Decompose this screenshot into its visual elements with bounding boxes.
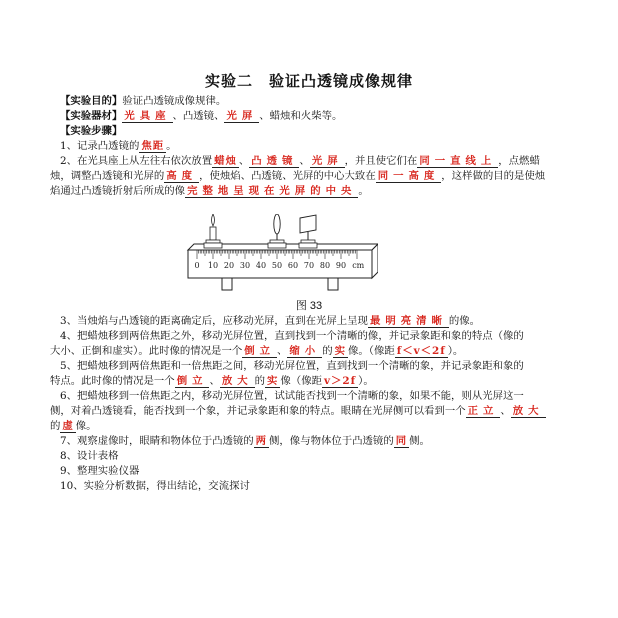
- lens-icon: [274, 214, 280, 234]
- step4-post: ）。: [447, 345, 464, 357]
- materials-line: [60, 109, 600, 123]
- ruler-label: 0: [194, 261, 200, 270]
- step2-text: ，点燃蜡: [498, 155, 540, 167]
- candle-flame-icon: [212, 214, 215, 226]
- answer-upright: 正立: [467, 405, 499, 417]
- answer-light-screen: 光屏: [311, 155, 343, 167]
- step2-text: 。: [358, 185, 369, 197]
- answer-same-side: 同: [395, 435, 408, 447]
- step5-text-a: 5、把蜡烛移到两倍焦距和一倍焦距之间，移动光屏位置，直到找到一个清晰的象，并记录象距和象的: [60, 360, 524, 372]
- materials-sep: 、凸透镜、: [172, 110, 225, 122]
- step7-text: 侧，像与物体位于凸透镜的: [269, 435, 394, 447]
- step2-line-b: [50, 169, 590, 183]
- step10-line: 10、实验分析数据，得出结论，交流探讨: [60, 480, 250, 492]
- step6-line-c: [50, 419, 590, 433]
- answer-real: 实: [334, 345, 346, 357]
- ruler-label: 80: [319, 261, 331, 270]
- answer-image-distance: v＞2f: [323, 375, 357, 387]
- step6-line-b: [50, 404, 590, 418]
- candle-body: [210, 227, 216, 240]
- materials-label: 【实验器材】: [60, 110, 123, 122]
- lens-holder: [270, 240, 284, 243]
- title-part1: 实验二: [204, 72, 253, 90]
- step7-post: 侧。: [409, 435, 430, 447]
- ruler-label: 20: [223, 261, 235, 270]
- step5-text: 的: [254, 375, 266, 387]
- answer-optical-bench: 光具座: [124, 110, 171, 122]
- step3-post: 的像。: [448, 315, 481, 327]
- step4-line-a: [60, 329, 600, 343]
- step2-text: ，使烛焰、凸透镜、光屏的中心大致在: [199, 170, 376, 182]
- answer-candle: 蜡烛: [214, 155, 237, 167]
- materials-rest: 、蜡烛和火柴等。: [259, 110, 343, 122]
- purpose-line: [60, 94, 600, 108]
- steps-label: 【实验步骤】: [60, 125, 123, 137]
- step2-sep: 、: [238, 155, 250, 167]
- step1-line: [60, 139, 600, 153]
- step2-text: ，并且使它们在: [344, 155, 418, 167]
- candle: [204, 214, 222, 248]
- step5-line-b: [50, 374, 590, 388]
- answer-height: 高度: [166, 170, 198, 182]
- step7-line: [60, 434, 600, 448]
- step2-text-b: 烛，调整凸透镜和光屏的: [50, 170, 165, 182]
- answer-inverted: 倒立: [244, 345, 276, 357]
- ruler-label: 40: [255, 261, 267, 270]
- ruler-label: 70: [303, 261, 315, 270]
- candle-base: [204, 243, 222, 248]
- ruler-label: 30: [239, 261, 251, 270]
- screen-holder: [301, 240, 315, 243]
- step2-text-a: 2、在光具座上从左往右依次放置: [60, 155, 213, 167]
- step4-text-b: 大小、正倒和虚实）。此时像的情况是一个: [50, 345, 243, 357]
- step3-line: [60, 314, 600, 328]
- answer-image-distance: f＜v＜2f: [396, 345, 446, 357]
- step5-sep: 、: [209, 375, 220, 387]
- steps-heading: [60, 124, 600, 138]
- ruler-label: 10: [207, 261, 219, 270]
- step7-text: 7、观察虚像时，眼睛和物体位于凸透镜的: [60, 435, 254, 447]
- step5-post: ）。: [358, 375, 374, 387]
- answer-lens: 凸透镜: [251, 155, 298, 167]
- step2-text: ，这样做的目的是使烛: [441, 170, 546, 182]
- figure-caption: 图 33: [295, 300, 323, 312]
- bench-side-face: [372, 244, 378, 278]
- screen-base: [299, 243, 317, 248]
- step4-text: 的: [322, 345, 333, 357]
- light-screen: [299, 215, 317, 248]
- step6-line-a: [60, 389, 600, 403]
- answer-virtual: 虚: [62, 420, 74, 432]
- step6-post: 像。: [75, 420, 97, 432]
- step5-line-a: [60, 359, 600, 373]
- ruler-label: cm: [352, 261, 365, 270]
- purpose-label: 【实验目的】: [60, 95, 123, 107]
- step6-text-a: 6、把蜡烛移到一倍焦距之内，移动光屏位置，试试能否找到一个清晰的象，如果不能，则从光屏这一: [60, 390, 524, 402]
- answer-focal-length: 焦距: [141, 140, 165, 152]
- purpose-text: 验证凸透镜成像规律。: [122, 95, 227, 107]
- step2-line-a: [60, 154, 600, 168]
- answer-image-center: 完整地呈现在光屏的中央: [187, 185, 357, 197]
- step8-line: 8、设计表格: [60, 450, 119, 462]
- ruler-label: 90: [335, 261, 347, 270]
- step6-text-c: 的: [50, 420, 61, 432]
- step5-text: 像（像距: [280, 375, 322, 387]
- step5-text-b: 特点。此时像的情况是一个: [50, 375, 175, 387]
- step6-text-b: 侧，对着凸透镜看，能否找到一个象，并记录象距和象的特点。眼睛在光屏侧可以看到一个: [50, 405, 466, 417]
- screen-icon: [300, 215, 316, 233]
- step4-text: 像。（像距: [347, 345, 395, 357]
- step2-text-c: 焰通过凸透镜折射后所成的像: [50, 185, 186, 197]
- answer-both-sides: 两: [255, 435, 268, 447]
- step2-sep: 、: [299, 155, 310, 167]
- answer-reduced: 缩小: [289, 345, 321, 357]
- answer-inverted: 倒立: [176, 375, 208, 387]
- title-part2: 验证凸透镜成像规律: [269, 72, 414, 90]
- step9-line: 9、整理实验仪器: [60, 465, 140, 477]
- answer-magnified: 放大: [221, 375, 253, 387]
- ruler-label: 60: [287, 261, 299, 270]
- answer-brightest-clearest: 最明亮清晰: [369, 315, 447, 327]
- candle-holder: [206, 240, 220, 243]
- step1-text: 1、记录凸透镜的: [60, 140, 140, 152]
- answer-magnified: 放大: [512, 405, 544, 417]
- answer-same-line: 同一直线上: [419, 155, 497, 167]
- step3-text: 3、当烛焰与凸透镜的距离确定后，应移动光屏，直到在光屏上呈现: [60, 315, 368, 327]
- page-title: [0, 70, 618, 91]
- convex-lens: [268, 214, 286, 248]
- step4-text-a: 4、把蜡烛移到两倍焦距之外，移动光屏位置，直到找到一个清晰的像，并记录象距和象的特点（像的: [60, 330, 524, 342]
- answer-screen: 光屏: [226, 110, 258, 122]
- step4-sep: 、: [277, 345, 288, 357]
- step2-line-c: [50, 184, 590, 198]
- step1-post: 。: [166, 140, 177, 152]
- optical-bench-figure: [182, 214, 378, 296]
- step6-sep: 、: [500, 405, 511, 417]
- answer-same-height: 同一高度: [377, 170, 440, 182]
- step4-line-b: [50, 344, 590, 358]
- answer-real: 实: [267, 375, 279, 387]
- lens-base: [268, 243, 286, 248]
- ruler-label: 50: [271, 261, 283, 270]
